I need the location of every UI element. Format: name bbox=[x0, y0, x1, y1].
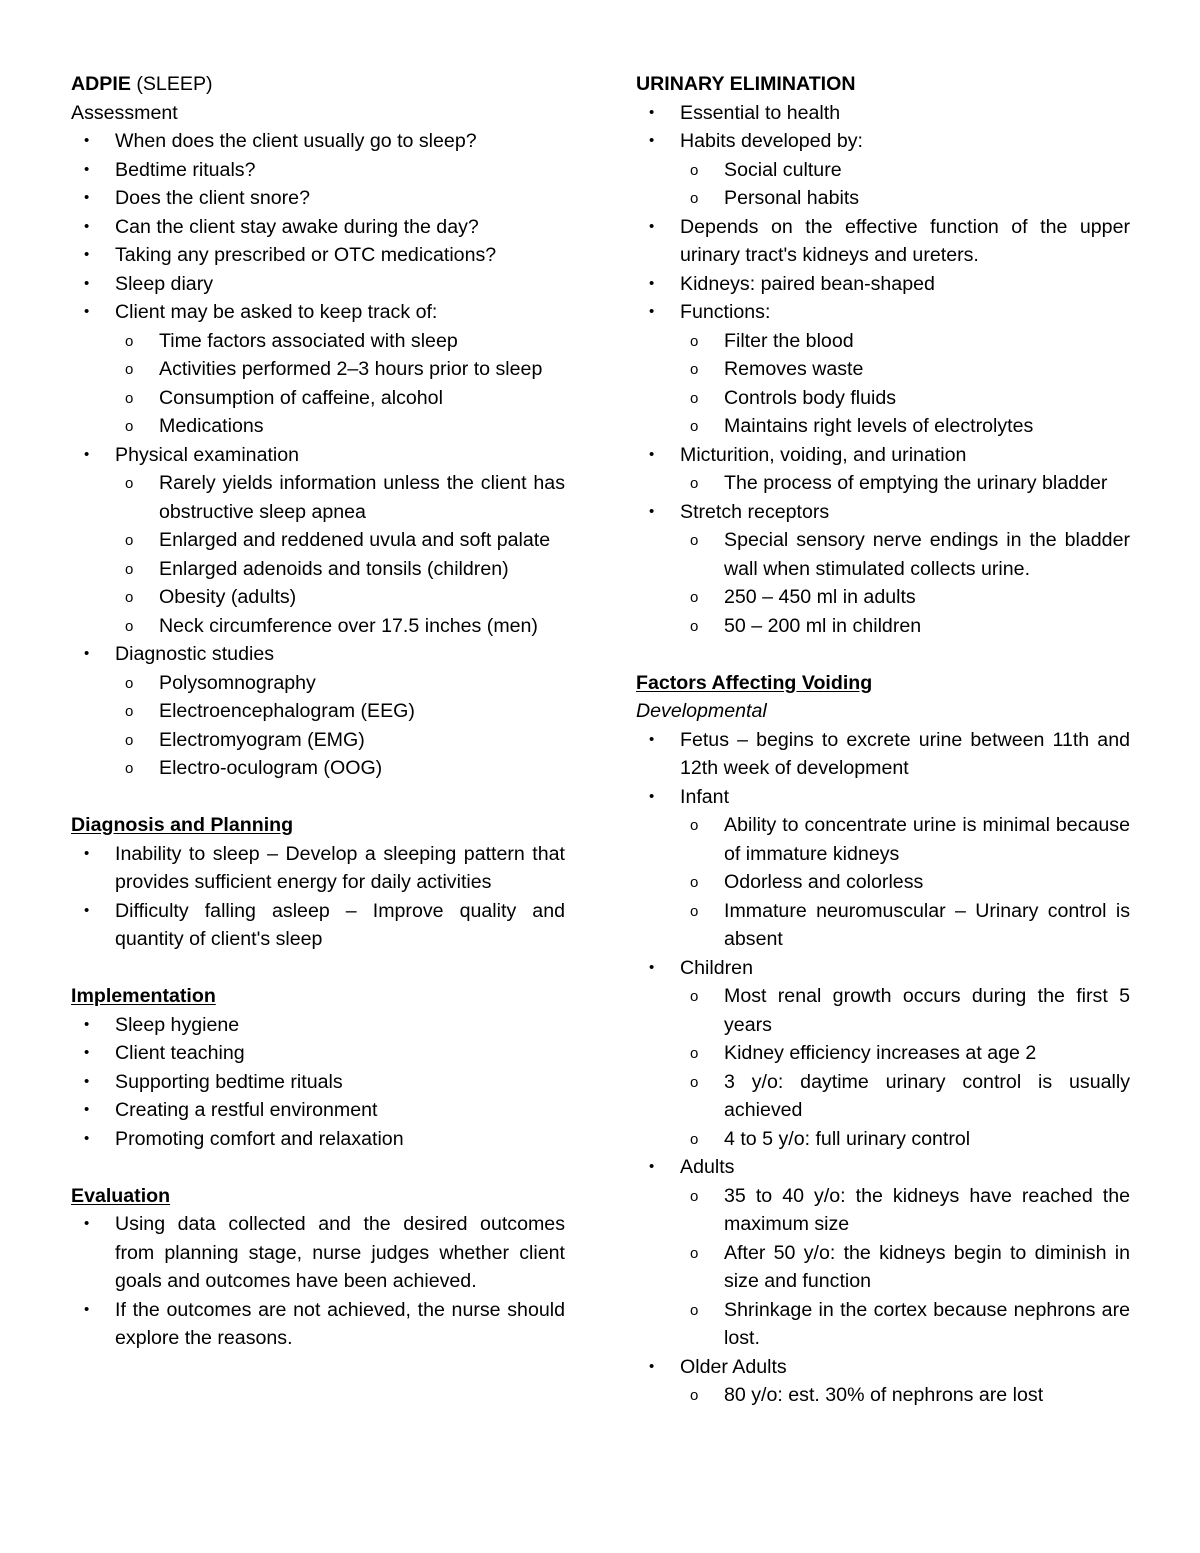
circle-bullet-icon: o bbox=[125, 418, 134, 435]
list-item bbox=[636, 99, 1130, 128]
circle-bullet-icon: o bbox=[125, 332, 134, 350]
item-text: Obesity (adults) bbox=[159, 586, 297, 608]
sub-list-item bbox=[636, 811, 1130, 868]
list-item bbox=[71, 241, 565, 270]
item-text: Essential to health bbox=[680, 101, 841, 124]
circle-bullet-icon: o bbox=[125, 589, 134, 606]
sub-list-item bbox=[636, 1068, 1130, 1125]
bullet-icon: • bbox=[84, 1101, 90, 1118]
sub-list-item bbox=[71, 384, 565, 413]
item-text: Promoting comfort and relaxation bbox=[115, 1127, 404, 1150]
bullet-icon: • bbox=[649, 103, 655, 121]
bullet-icon: • bbox=[649, 217, 655, 235]
label: Assessment bbox=[71, 101, 178, 124]
circle-bullet-icon: o bbox=[690, 1187, 699, 1205]
list-item bbox=[71, 1210, 565, 1296]
bullet-icon: • bbox=[649, 132, 655, 149]
item-text: After 50 y/o: the kidneys begin to diminish in size and function bbox=[724, 1241, 1130, 1292]
item-text: Infant bbox=[680, 785, 730, 808]
list-item bbox=[71, 1296, 565, 1353]
item-text: Kidneys: paired bean-shaped bbox=[680, 272, 935, 295]
bullet-icon: • bbox=[649, 958, 655, 976]
circle-bullet-icon: o bbox=[690, 1045, 699, 1062]
sub-list-item bbox=[636, 1239, 1130, 1296]
item-text: Electromyogram (EMG) bbox=[159, 728, 365, 751]
circle-bullet-icon: o bbox=[690, 902, 699, 920]
bullet-icon: • bbox=[649, 1357, 655, 1375]
item-text: Personal habits bbox=[724, 187, 860, 209]
list-item bbox=[636, 1353, 1130, 1382]
item-text: Adults bbox=[680, 1156, 735, 1178]
list-item bbox=[636, 726, 1130, 783]
list-item bbox=[71, 298, 565, 327]
sub-list-item bbox=[636, 1182, 1130, 1239]
list-item bbox=[71, 1011, 565, 1040]
bullet-icon: • bbox=[84, 1129, 90, 1147]
bullet-icon: • bbox=[84, 303, 90, 320]
item-text: Immature neuromuscular – Urinary control is absent bbox=[724, 899, 1130, 950]
circle-bullet-icon: o bbox=[125, 617, 134, 635]
list-item bbox=[636, 213, 1130, 270]
item-text: Client teaching bbox=[115, 1042, 245, 1064]
item-text: Enlarged and reddened uvula and soft palate bbox=[159, 529, 551, 551]
sub-list-item bbox=[71, 412, 565, 441]
circle-bullet-icon: o bbox=[690, 418, 699, 435]
item-text: Removes waste bbox=[724, 358, 864, 380]
item-text: Supporting bedtime rituals bbox=[115, 1070, 343, 1093]
sub-list-item bbox=[71, 327, 565, 356]
list-item bbox=[636, 954, 1130, 983]
spacer bbox=[71, 1153, 565, 1182]
item-text: Activities performed 2–3 hours prior to sleep bbox=[159, 358, 543, 380]
circle-bullet-icon: o bbox=[690, 988, 699, 1005]
spacer bbox=[71, 783, 565, 812]
item-text: Inability to sleep – Develop a sleeping pattern that provides sufficient energy for daily activities bbox=[115, 842, 565, 893]
bullet-icon: • bbox=[84, 189, 90, 206]
bullet-icon: • bbox=[84, 132, 90, 149]
sub-list-item bbox=[636, 583, 1130, 612]
sub-list-item bbox=[71, 469, 565, 526]
item-text: Special sensory nerve endings in the bladder wall when stimulated collects urine. bbox=[724, 529, 1130, 580]
item-text: Diagnostic studies bbox=[115, 643, 275, 665]
list-item bbox=[71, 127, 565, 156]
circle-bullet-icon: o bbox=[125, 731, 134, 749]
list-item bbox=[636, 498, 1130, 527]
bullet-icon: • bbox=[649, 502, 655, 520]
sub-list-item bbox=[636, 526, 1130, 583]
item-text: Fetus – begins to excrete urine between 11th and 12th week of development bbox=[680, 728, 1130, 779]
circle-bullet-icon: o bbox=[125, 760, 134, 777]
item-text: Controls body fluids bbox=[724, 386, 897, 409]
item-text: Older Adults bbox=[680, 1355, 787, 1378]
circle-bullet-icon: o bbox=[690, 1301, 699, 1319]
sub-list-item bbox=[636, 355, 1130, 384]
item-text: Most renal growth occurs during the first 5 years bbox=[724, 985, 1130, 1036]
bullet-icon: • bbox=[84, 1215, 90, 1232]
right-column bbox=[636, 70, 1130, 1410]
sub-list-item bbox=[636, 1381, 1130, 1410]
item-text: If the outcomes are not achieved, the nurse should explore the reasons. bbox=[115, 1298, 565, 1349]
list-item bbox=[636, 441, 1130, 470]
bullet-icon: • bbox=[84, 1044, 90, 1061]
item-text: Client may be asked to keep track of: bbox=[115, 301, 438, 323]
circle-bullet-icon: o bbox=[690, 332, 699, 350]
circle-bullet-icon: o bbox=[690, 1244, 699, 1262]
sub-list-item bbox=[71, 355, 565, 384]
sub-list-item bbox=[71, 754, 565, 783]
list-item bbox=[636, 1153, 1130, 1182]
list-item bbox=[636, 270, 1130, 299]
section-heading-row bbox=[636, 669, 1130, 698]
item-text: 4 to 5 y/o: full urinary control bbox=[724, 1127, 971, 1150]
sub-list-item bbox=[636, 1125, 1130, 1154]
item-text: Micturition, voiding, and urination bbox=[680, 443, 967, 466]
item-text: Habits developed by: bbox=[680, 130, 863, 152]
spacer bbox=[71, 954, 565, 983]
bullet-icon: • bbox=[84, 274, 90, 292]
subheading: Developmental bbox=[636, 700, 767, 722]
sub-list-item bbox=[71, 726, 565, 755]
list-item bbox=[71, 640, 565, 669]
circle-bullet-icon: o bbox=[690, 817, 699, 834]
sub-list-item bbox=[636, 327, 1130, 356]
sub-list-item bbox=[636, 1039, 1130, 1068]
item-text: Filter the blood bbox=[724, 329, 854, 352]
sub-list-item bbox=[636, 868, 1130, 897]
item-text: Shrinkage in the cortex because nephrons are lost. bbox=[724, 1298, 1130, 1349]
circle-bullet-icon: o bbox=[125, 361, 134, 378]
sub-list-item bbox=[636, 1296, 1130, 1353]
item-text: Ability to concentrate urine is minimal because of immature kidneys bbox=[724, 814, 1130, 865]
bullet-icon: • bbox=[84, 445, 90, 463]
list-item bbox=[71, 441, 565, 470]
left-column bbox=[71, 70, 565, 1353]
circle-bullet-icon: o bbox=[690, 389, 699, 407]
item-text: Social culture bbox=[724, 158, 842, 181]
list-item bbox=[71, 156, 565, 185]
sub-list-item bbox=[71, 669, 565, 698]
item-text: 50 – 200 ml in children bbox=[724, 614, 922, 637]
circle-bullet-icon: o bbox=[125, 389, 134, 407]
list-item bbox=[71, 213, 565, 242]
column-title bbox=[71, 70, 565, 99]
title-rest: (SLEEP) bbox=[130, 73, 213, 95]
bullet-icon: • bbox=[84, 1072, 90, 1090]
section-heading: Diagnosis and Planning bbox=[71, 814, 294, 836]
item-text: The process of emptying the urinary bladder bbox=[724, 472, 1108, 494]
section-heading-row bbox=[71, 1182, 565, 1211]
bullet-icon: • bbox=[649, 274, 655, 292]
circle-bullet-icon: o bbox=[690, 475, 699, 492]
sub-list-item bbox=[636, 184, 1130, 213]
item-text: Using data collected and the desired outcomes from planning stage, nurse judges whether client goals and outcomes have been achieved. bbox=[115, 1213, 565, 1292]
item-text: Medications bbox=[159, 415, 264, 437]
item-text: Polysomnography bbox=[159, 671, 316, 694]
section-heading: Evaluation bbox=[71, 1184, 171, 1207]
bullet-icon: • bbox=[84, 844, 90, 862]
column-title bbox=[636, 70, 1130, 99]
circle-bullet-icon: o bbox=[690, 617, 699, 635]
section-heading-row bbox=[71, 811, 565, 840]
item-text: Enlarged adenoids and tonsils (children) bbox=[159, 557, 509, 580]
item-text: Difficulty falling asleep – Improve quality and quantity of client's sleep bbox=[115, 899, 565, 950]
item-text: Physical examination bbox=[115, 443, 300, 466]
item-text: Sleep hygiene bbox=[115, 1013, 240, 1036]
item-text: Neck circumference over 17.5 inches (men) bbox=[159, 614, 538, 637]
list-item bbox=[636, 298, 1130, 327]
circle-bullet-icon: o bbox=[125, 532, 134, 549]
bullet-icon: • bbox=[84, 1300, 90, 1318]
sub-list-item bbox=[636, 612, 1130, 641]
sub-list-item bbox=[636, 412, 1130, 441]
bullet-icon: • bbox=[84, 160, 90, 178]
item-text: When does the client usually go to sleep? bbox=[115, 130, 477, 152]
item-text: Stretch receptors bbox=[680, 500, 830, 523]
circle-bullet-icon: o bbox=[690, 1073, 699, 1091]
list-item bbox=[71, 897, 565, 954]
section-heading-row bbox=[71, 982, 565, 1011]
circle-bullet-icon: o bbox=[690, 1130, 699, 1148]
item-text: Consumption of caffeine, alcohol bbox=[159, 386, 443, 409]
bullet-icon: • bbox=[649, 1158, 655, 1175]
bullet-icon: • bbox=[84, 1015, 90, 1033]
sub-list-item bbox=[71, 697, 565, 726]
item-text: Depends on the effective function of the upper urinary tract's kidneys and ureters. bbox=[680, 215, 1130, 266]
item-text: Taking any prescribed or OTC medications? bbox=[115, 244, 497, 266]
list-item bbox=[71, 184, 565, 213]
item-text: Bedtime rituals? bbox=[115, 158, 256, 181]
list-item bbox=[71, 840, 565, 897]
sub-list-item bbox=[636, 156, 1130, 185]
circle-bullet-icon: o bbox=[690, 532, 699, 549]
list-item bbox=[71, 1125, 565, 1154]
item-text: Maintains right levels of electrolytes bbox=[724, 415, 1034, 437]
item-text: Does the client snore? bbox=[115, 187, 310, 209]
bullet-icon: • bbox=[84, 217, 90, 235]
bullet-icon: • bbox=[649, 445, 655, 463]
sub-list-item bbox=[636, 384, 1130, 413]
sub-list-item bbox=[71, 583, 565, 612]
list-item bbox=[71, 1068, 565, 1097]
item-text: Kidney efficiency increases at age 2 bbox=[724, 1042, 1037, 1064]
circle-bullet-icon: o bbox=[690, 190, 699, 207]
bullet-icon: • bbox=[84, 645, 90, 662]
item-text: 35 to 40 y/o: the kidneys have reached the maximum size bbox=[724, 1184, 1130, 1235]
title-bold: ADPIE bbox=[71, 73, 131, 95]
item-text: Sleep diary bbox=[115, 272, 214, 295]
bullet-icon: • bbox=[84, 246, 90, 263]
section-heading: Implementation bbox=[71, 985, 216, 1007]
circle-bullet-icon: o bbox=[690, 361, 699, 378]
sub-list-item bbox=[636, 897, 1130, 954]
item-text: Electro-oculogram (OOG) bbox=[159, 757, 383, 779]
bullet-icon: • bbox=[84, 901, 90, 919]
item-text: Can the client stay awake during the day? bbox=[115, 215, 479, 238]
item-text: Odorless and colorless bbox=[724, 871, 924, 893]
bullet-icon: • bbox=[649, 787, 655, 805]
item-text: Creating a restful environment bbox=[115, 1099, 378, 1121]
sub-list-item bbox=[636, 982, 1130, 1039]
item-text: 3 y/o: daytime urinary control is usually achieved bbox=[724, 1070, 1130, 1121]
title-bold: URINARY ELIMINATION bbox=[636, 73, 856, 95]
section-heading: Factors Affecting Voiding bbox=[636, 671, 873, 694]
circle-bullet-icon: o bbox=[125, 703, 134, 720]
sub-list-item bbox=[71, 612, 565, 641]
list-item bbox=[71, 1039, 565, 1068]
circle-bullet-icon: o bbox=[690, 589, 699, 606]
spacer bbox=[636, 640, 1130, 669]
item-text: Children bbox=[680, 956, 753, 979]
circle-bullet-icon: o bbox=[690, 874, 699, 891]
circle-bullet-icon: o bbox=[690, 1387, 699, 1404]
item-text: Rarely yields information unless the client has obstructive sleep apnea bbox=[159, 472, 565, 523]
sub-list-item bbox=[71, 526, 565, 555]
circle-bullet-icon: o bbox=[125, 475, 134, 492]
circle-bullet-icon: o bbox=[690, 161, 699, 179]
bullet-icon: • bbox=[649, 730, 655, 748]
item-text: Functions: bbox=[680, 301, 771, 323]
item-text: Electroencephalogram (EEG) bbox=[159, 700, 415, 722]
item-text: Time factors associated with sleep bbox=[159, 329, 458, 352]
circle-bullet-icon: o bbox=[125, 674, 134, 692]
circle-bullet-icon: o bbox=[125, 560, 134, 578]
list-item bbox=[71, 270, 565, 299]
list-item bbox=[636, 127, 1130, 156]
item-text: 250 – 450 ml in adults bbox=[724, 586, 916, 608]
list-item bbox=[71, 1096, 565, 1125]
bullet-icon: • bbox=[649, 303, 655, 320]
sub-list-item bbox=[71, 555, 565, 584]
sub-list-item bbox=[636, 469, 1130, 498]
item-text: 80 y/o: est. 30% of nephrons are lost bbox=[724, 1384, 1044, 1406]
list-item bbox=[636, 783, 1130, 812]
